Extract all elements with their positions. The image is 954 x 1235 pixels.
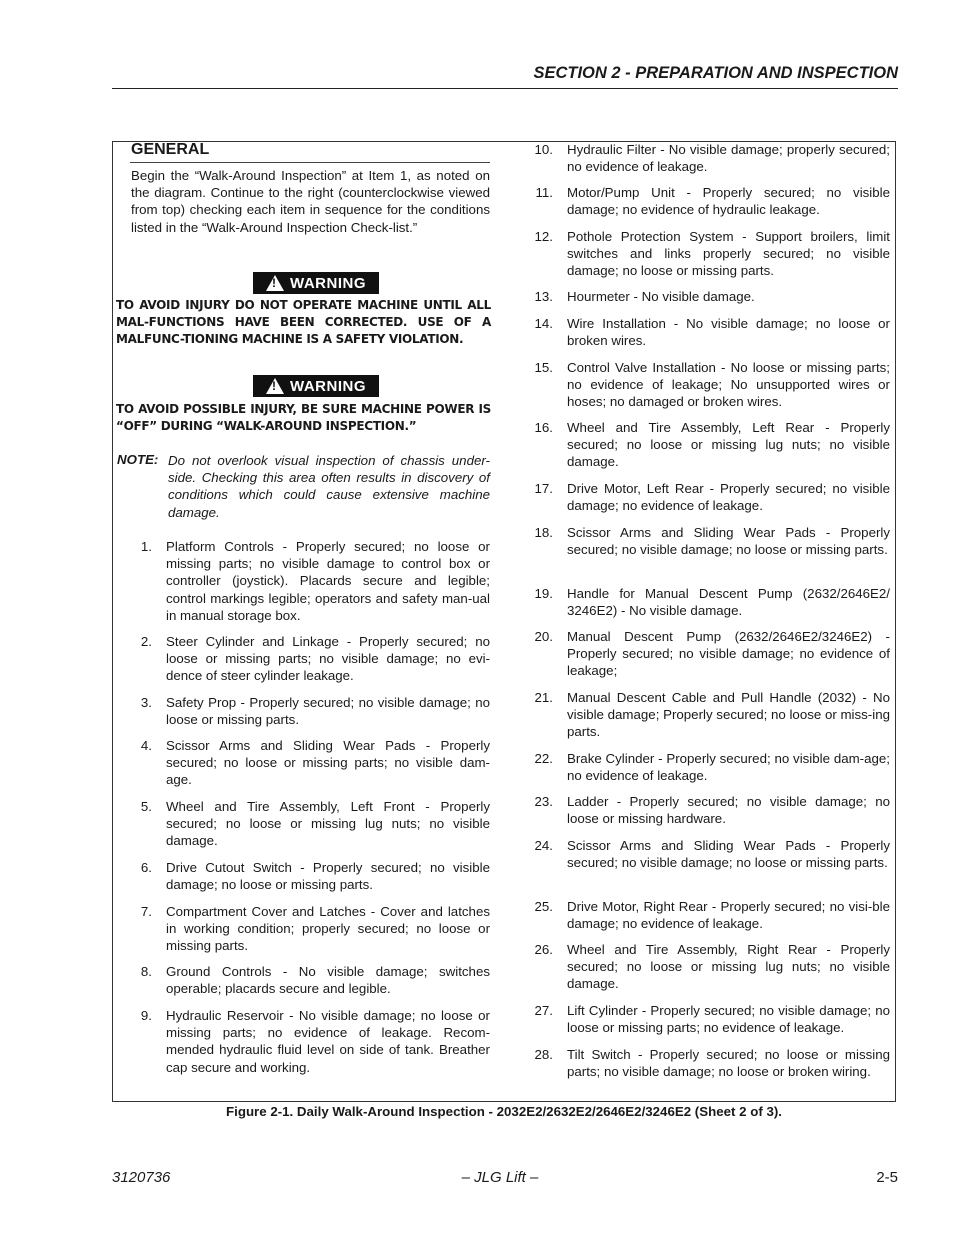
item-number: 11. xyxy=(535,185,553,200)
warning-label: WARNING xyxy=(290,377,366,395)
item-number: 26. xyxy=(534,942,553,957)
warning-label: WARNING xyxy=(290,274,366,292)
item-number: 22. xyxy=(534,751,553,766)
item-number: 21. xyxy=(534,690,553,705)
item-text: Compartment Cover and Latches - Cover and latches in working condition; properly secured; no loose or missing parts. xyxy=(166,904,490,954)
general-divider xyxy=(130,162,490,163)
item-text: Motor/Pump Unit - Properly secured; no visible damage; no evidence of hydraulic leakage. xyxy=(567,185,890,218)
item-number: 24. xyxy=(534,838,553,853)
item-text: Scissor Arms and Sliding Wear Pads - Properly secured; no loose or missing parts; no visible dam-age. xyxy=(166,738,490,788)
item-text: Drive Cutout Switch - Properly secured; no visible damage; no loose or missing parts. xyxy=(166,860,490,893)
publisher-name: – JLG Lift – xyxy=(461,1169,539,1186)
item-number: 25. xyxy=(534,899,553,914)
page-number: 2-5 xyxy=(876,1169,898,1186)
item-text: Hourmeter - No visible damage. xyxy=(567,289,755,304)
item-text: Hydraulic Filter - No visible damage; properly secured; no evidence of leakage. xyxy=(567,142,890,175)
item-text: Control Valve Installation - No loose or missing parts; no evidence of leakage; No unsupported wires or hoses; no damaged or broken wires. xyxy=(567,360,890,410)
warning-badge xyxy=(253,272,379,294)
item-text: Manual Descent Cable and Pull Handle (2032) - No visible damage; Properly secured; no loose or miss-ing parts. xyxy=(567,690,890,740)
note-text: Do not overlook visual inspection of chassis under-side. Checking this area often results in discovery of conditions which could cause extensive machine damage. xyxy=(168,453,490,520)
item-number: 20. xyxy=(534,629,553,644)
item-number: 18. xyxy=(534,525,553,540)
general-paragraph: Begin the “Walk-Around Inspection” at Item 1, as noted on the diagram. Continue to the right (counterclockwise viewed from top) checking each item in sequence for the conditions listed in the “Walk-Around Inspection Check-list.” xyxy=(131,168,490,235)
item-text: Wheel and Tire Assembly, Left Front - Properly secured; no loose or missing lug nuts; no visible damage. xyxy=(166,799,490,849)
item-number: 12. xyxy=(534,229,553,244)
item-number: 16. xyxy=(534,420,553,435)
figure-caption: Figure 2-1. Daily Walk-Around Inspection - 2032E2/2632E2/2646E2/3246E2 (Sheet 2 of 3). xyxy=(226,1104,782,1119)
item-text: Ground Controls - No visible damage; switches operable; placards secure and legible. xyxy=(166,964,490,997)
item-number: 4. xyxy=(140,738,152,753)
item-text: Lift Cylinder - Properly secured; no visible damage; no loose or missing parts; no evidence of leakage. xyxy=(567,1003,890,1036)
item-text: Ladder - Properly secured; no visible damage; no loose or missing hardware. xyxy=(567,794,890,827)
note-label: NOTE: xyxy=(117,452,159,467)
section-title: SECTION 2 - PREPARATION AND INSPECTION xyxy=(533,64,898,82)
item-number: 13. xyxy=(534,289,553,304)
header-divider xyxy=(112,88,898,89)
item-text: Platform Controls - Properly secured; no loose or missing parts; no visible damage to control box or controller (joystick). Placards secure and legible; control markings legible; operators and safety man-ual in manual storage box. xyxy=(166,539,490,623)
item-number: 14. xyxy=(534,316,553,331)
item-number: 15. xyxy=(534,360,553,375)
warning-badge xyxy=(253,375,379,397)
item-text: Brake Cylinder - Properly secured; no visible dam-age; no evidence of leakage. xyxy=(567,751,890,784)
item-text: Steer Cylinder and Linkage - Properly secured; no loose or missing parts; no visible damage; no evi-dence of steer cylinder leakage. xyxy=(166,634,490,684)
item-text: Safety Prop - Properly secured; no visible damage; no loose or missing parts. xyxy=(166,695,490,728)
item-number: 3. xyxy=(140,695,152,710)
item-text: Wire Installation - No visible damage; no loose or broken wires. xyxy=(567,316,890,349)
item-number: 23. xyxy=(534,794,553,809)
item-number: 8. xyxy=(140,964,152,979)
item-text: Drive Motor, Left Rear - Properly secured; no visible damage; no evidence of leakage. xyxy=(567,481,890,514)
item-text: Drive Motor, Right Rear - Properly secured; no visi-ble damage; no evidence of leakage. xyxy=(567,899,890,932)
item-number: 10. xyxy=(534,142,553,157)
item-text: Handle for Manual Descent Pump (2632/2646E2/ 3246E2) - No visible damage. xyxy=(567,586,890,619)
item-number: 1. xyxy=(140,539,152,554)
item-number: 19. xyxy=(534,586,553,601)
general-heading: GENERAL xyxy=(131,141,210,158)
item-number: 2. xyxy=(140,634,152,649)
item-text: Wheel and Tire Assembly, Left Rear - Properly secured; no loose or missing lug nuts; no visible damage. xyxy=(567,420,890,470)
item-number: 27. xyxy=(534,1003,553,1018)
item-number: 9. xyxy=(140,1008,152,1023)
warning-text: TO AVOID INJURY DO NOT OPERATE MACHINE UNTIL ALL MAL-FUNCTIONS HAVE BEEN CORRECTED. USE OF A MALFUNC-TIONING MACHINE IS A SAFETY VIOLATION. xyxy=(116,298,491,346)
item-text: Scissor Arms and Sliding Wear Pads - Properly secured; no visible damage; no loose or missing parts. xyxy=(567,525,890,558)
item-text: Scissor Arms and Sliding Wear Pads - Properly secured; no visible damage; no loose or missing parts. xyxy=(567,838,890,871)
item-number: 7. xyxy=(140,904,152,919)
item-number: 5. xyxy=(140,799,152,814)
item-text: Manual Descent Pump (2632/2646E2/3246E2) - Properly secured; no visible damage; no evidence of leakage; xyxy=(567,629,890,679)
document-number: 3120736 xyxy=(112,1169,171,1186)
item-number: 17. xyxy=(534,481,553,496)
item-number: 6. xyxy=(140,860,152,875)
item-text: Hydraulic Reservoir - No visible damage; no loose or missing parts; no evidence of leakage. Recom-mended hydraulic fluid level on side of tank. Breather cap secure and working. xyxy=(166,1008,490,1075)
item-number: 28. xyxy=(534,1047,553,1062)
warning-text: TO AVOID POSSIBLE INJURY, BE SURE MACHINE POWER IS “OFF” DURING “WALK-AROUND INSPECTION.” xyxy=(116,402,491,433)
warning-triangle-icon xyxy=(266,378,284,394)
item-text: Wheel and Tire Assembly, Right Rear - Properly secured; no loose or missing lug nuts; no visible damage. xyxy=(567,942,890,992)
item-text: Pothole Protection System - Support broilers, limit switches and links properly secured; no visible damage; no loose or missing parts. xyxy=(567,229,890,279)
item-text: Tilt Switch - Properly secured; no loose or missing parts; no visible damage; no loose or broken wiring. xyxy=(567,1047,890,1080)
warning-triangle-icon xyxy=(266,275,284,291)
